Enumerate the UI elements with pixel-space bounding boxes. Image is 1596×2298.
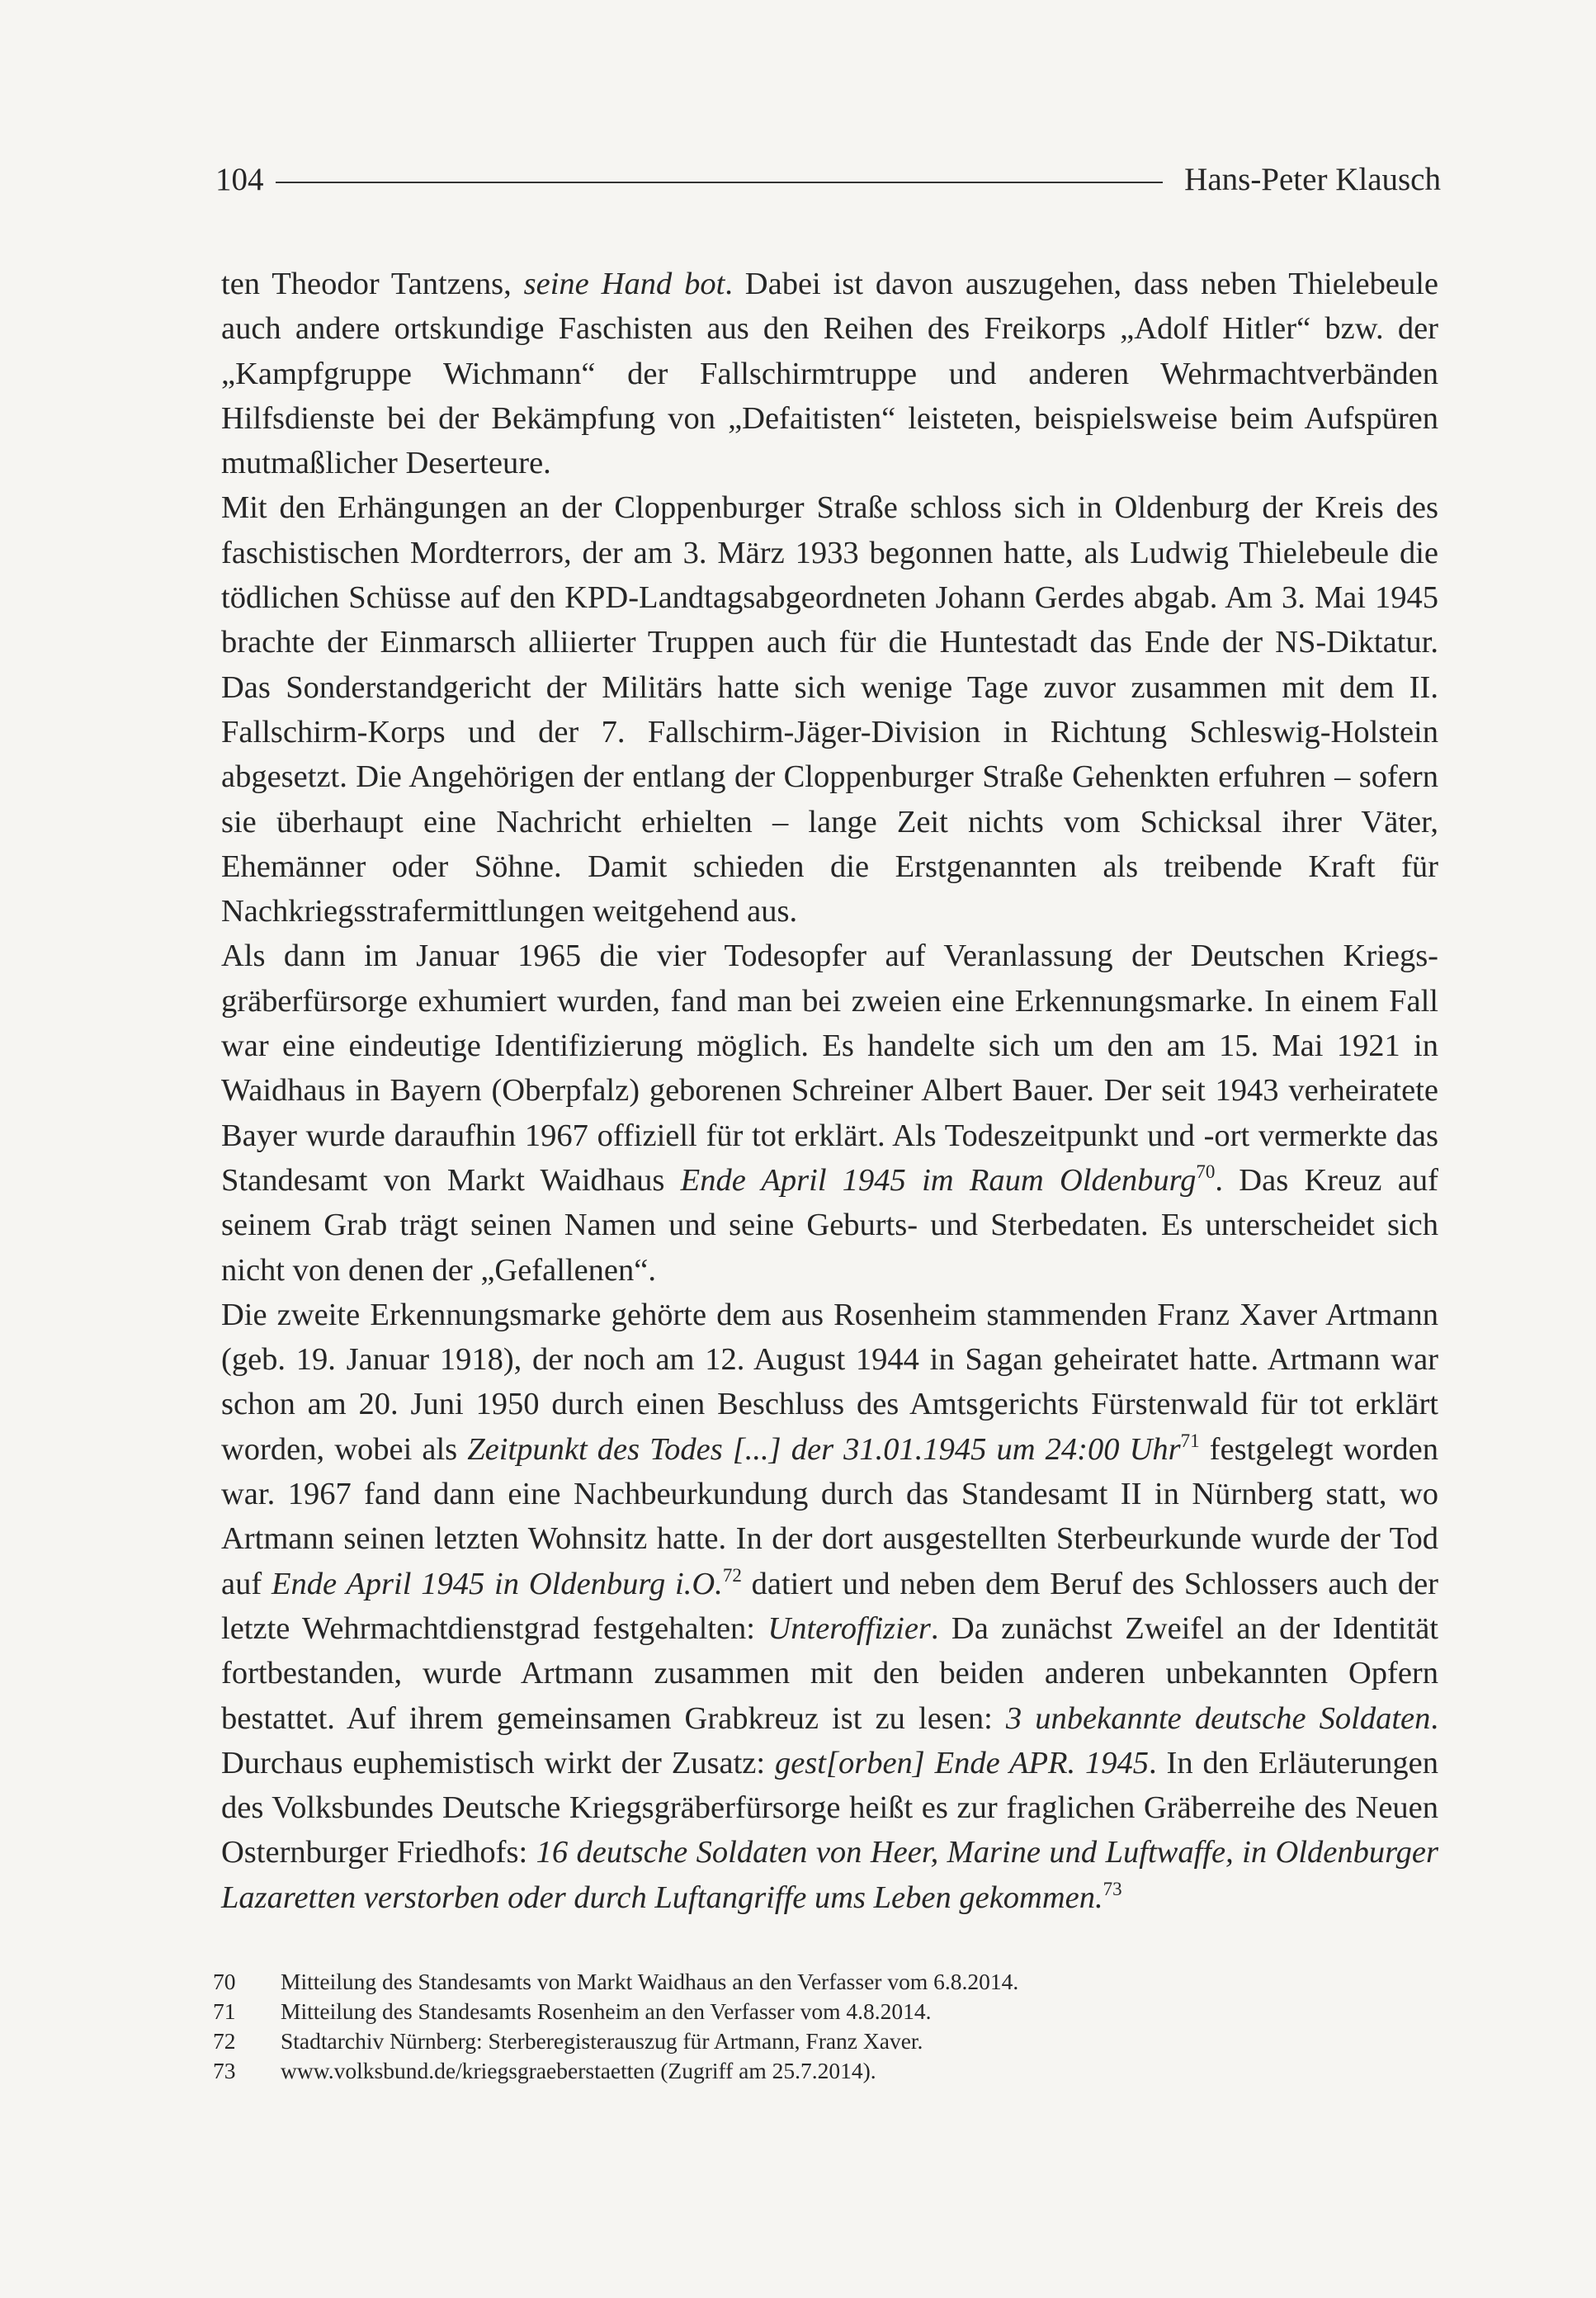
running-author: Hans-Peter Klausch [1184,162,1441,197]
footnote-text: Mitteilung des Standesamts von Markt Waidhaus an den Verfasser vom 6.8.2014. [281,1969,1019,1994]
footnote-ref: 73 [1103,1878,1122,1899]
footnote-ref: 72 [722,1564,742,1586]
text-run: datiert und neben dem Beruf des Schlossers auch der letzte Wehrmachtdienstgrad festgehalten: [221,1566,1438,1646]
text-run: Mit den Erhängungen an der Cloppenburger Straße schloss sich in Oldenburg der Kreis des faschistischen Mordterrors, der am 3. März 1933 begonnen hatte, als Ludwig Thielebeule die tödlichen Schüsse auf den KPD-Landtagsabgeordneten Johann Gerdes abgab. Am 3. Mai 1945 brachte der Einmarsch alliierter Truppen auch für die Huntestadt das Ende der NS-Diktatur. Das Sonderstandgericht der Militärs hatte sich wenige Tage zuvor zusammen mit dem II. Fallschirm-Korps und der 7. Fallschirm-Jäger-Division in Richtung Schleswig-Holstein abgesetzt. Die Angehörigen der entlang der Cloppenburger Straße Gehenkten erfuhren – sofern sie überhaupt eine Nachricht erhielten – lange Zeit nichts vom Schicksal ihrer Väter, Ehemänner oder Söhne. Damit schieden die Erstgenannten als treibende Kraft für Nachkriegsstrafermittlungen weitgehend aus. [221,490,1438,929]
text-run: ten Theodor Tantzens, [221,267,524,301]
italic-quote: Ende April 1945 im Raum Oldenburg [680,1162,1197,1198]
footnote [213,1997,1438,2026]
footnote-ref: 71 [1180,1430,1200,1451]
footnote-text: Stadtarchiv Nürnberg: Sterberegisterauszug für Artmann, Franz Xaver. [281,2028,923,2054]
italic-quote: Ende April 1945 in Oldenburg i.O. [272,1566,723,1601]
footnote [213,2026,1438,2056]
footnote-number: 71 [213,1998,236,2024]
paragraph [221,1293,1438,1920]
italic-quote: Zeitpunkt des Todes [...] der 31.01.1945 um 24:00 Uhr [467,1431,1181,1467]
footnote-text: Mitteilung des Standesamts Rosenheim an den Verfasser vom 4.8.2014. [281,1998,932,2024]
text-run: . Da zunächst Zweifel an der Identität fortbestanden, wurde Artmann zusammen mit den beiden anderen unbekannten Opfern bestattet. Auf ihrem gemeinsamen Grabkreuz ist zu lesen: [221,1610,1438,1736]
footnote-number: 73 [213,2058,236,2083]
text-run: Die zweite Erkennungsmarke gehörte dem aus Rosenheim stammenden Franz Xaver Artmann (geb. 19. Januar 1918), der noch am 12. August 1944 in Sagan geheiratet hatte. Artmann war schon am 20. Juni 1950 durch einen Beschluss des Amtsgerichts Fürstenwald für tot erklärt worden, wobei als [221,1297,1438,1467]
italic-quote: 16 deutsche Soldaten von Heer, Marine und Luftwaffe, in Oldenburger Lazaretten verstorben oder durch Luftangriffe ums Leben gekommen [221,1835,1439,1915]
paragraph [221,485,1438,934]
footnote-number: 72 [213,2028,236,2054]
header-rule [276,182,1164,183]
italic-quote: Unteroffizier [767,1610,931,1646]
text-run: Als dann im Januar 1965 die vier Todesopfer auf Veranlassung der Deutschen Kriegsgräberfürsorge exhumiert wurden, fand man bei zweien eine Erkennungsmarke. In einem Fall war eine eindeutige Identifizierung möglich. Es handelte sich um den am 15. Mai 1921 in Waidhaus in Bayern (Oberpfalz) geborenen Schreiner Albert Bauer. Der seit 1943 verheiratete Bayer wurde daraufhin 1967 offiziell für tot erklärt. Als Todeszeitpunkt und -ort vermerkte das Standesamt von Markt Waidhaus [221,939,1438,1198]
text-run: . Durchaus euphemistisch wirkt der Zusatz: [221,1700,1438,1780]
italic-quote: gest[orben] Ende APR. 1945 [774,1745,1150,1780]
footnote [213,2056,1438,2086]
running-header [215,162,1441,198]
text-run: . Das Kreuz auf seinem Grab trägt seinen Namen und seine Geburts- und Sterbedaten. Es unterscheidet sich nicht von denen der „Gefallenen“. [221,1162,1438,1288]
paragraph [221,262,1438,485]
page-number: 104 [215,162,264,197]
footnote [213,1967,1438,1997]
main-text [221,262,1438,1920]
italic-quote: seine Hand bot [523,267,725,301]
italic-quote: 3 unbekannte deutsche Soldaten [1005,1700,1431,1736]
text-run: . Dabei ist davon auszugehen, dass neben Thielebeule auch andere ortskundige Faschisten aus den Reihen des Freikorps „Adolf Hitler“ bzw. der „Kampfgruppe Wichmann“ der Fallschirmtruppe und anderen Wehrmachtverbänden Hilfsdienste bei der Bekämpfung von „Defaitisten“ leisteten, beispielsweise beim Aufspüren mutmaßlicher Deserteure. [221,267,1438,481]
text-run: festgelegt worden war. 1967 fand dann eine Nachbeurkundung durch das Standesamt II in Nürnberg statt, wo Artmann seinen letzten Wohnsitz hatte. In der dort ausgestellten Sterbeurkunde wurde der Tod auf [221,1431,1438,1601]
text-run: . In den Erläuterungen des Volksbundes Deutsche Kriegsgräberfürsorge heißt es zur fraglichen Gräberreihe des Neuen Osternburger Friedhofs: [221,1745,1439,1870]
paragraph [221,934,1438,1292]
footnote-ref: 70 [1196,1161,1216,1182]
italic-quote: . [1094,1880,1103,1915]
footnote-text: www.volksbund.de/kriegsgraeberstaetten (Zugriff am 25.7.2014). [281,2058,876,2083]
footnotes [213,1967,1438,2086]
footnote-number: 70 [213,1969,236,1994]
